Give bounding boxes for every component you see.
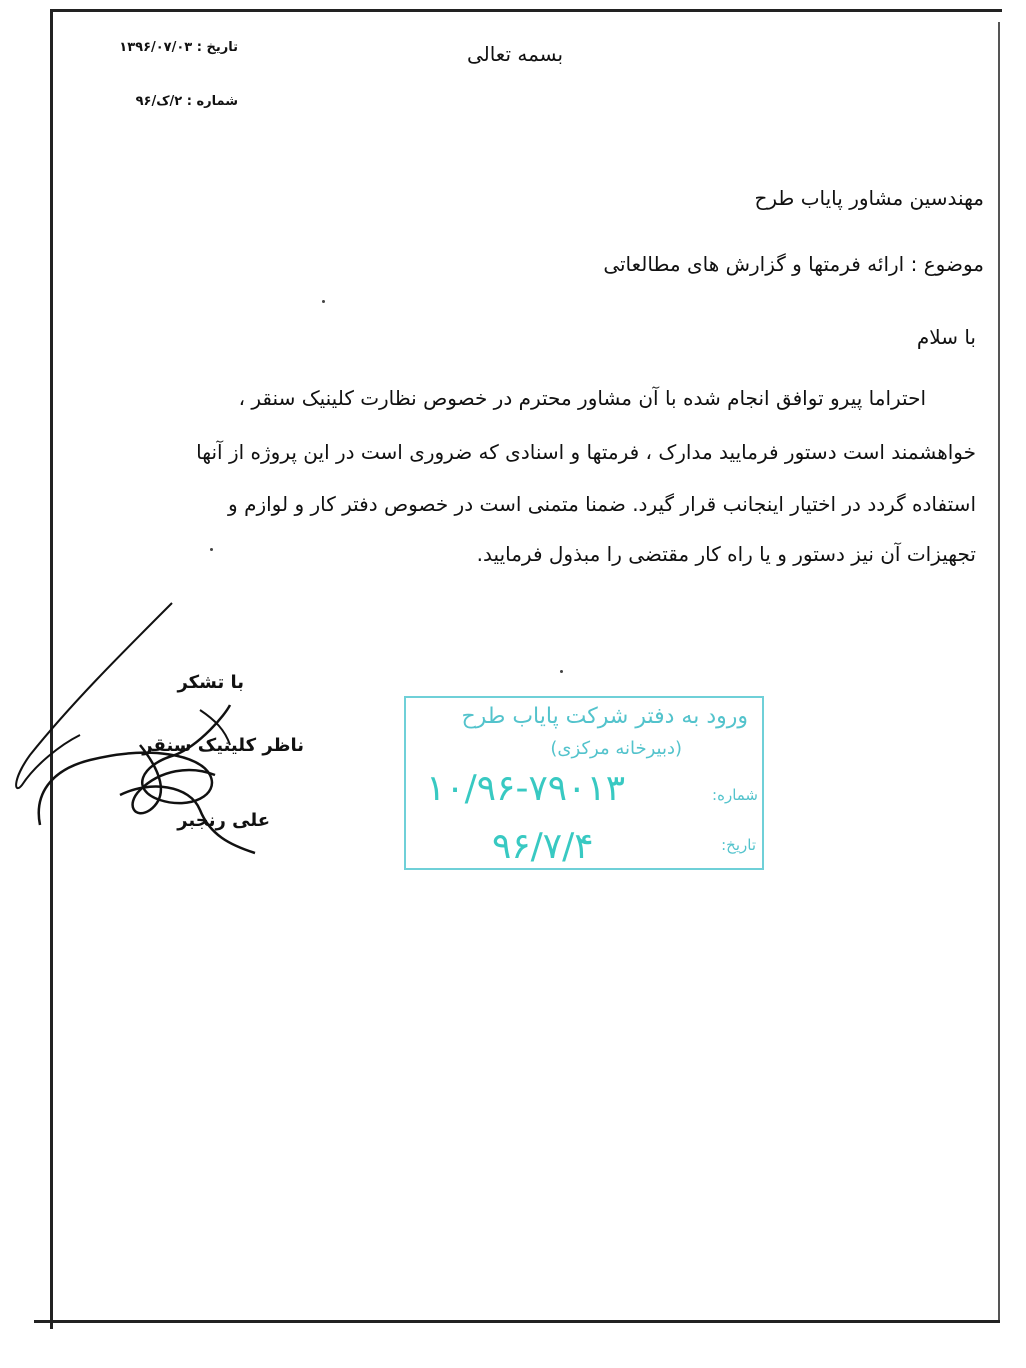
page-border-right bbox=[998, 22, 1000, 1322]
stamp-date-label: تاریخ: bbox=[721, 836, 756, 854]
signer-role: ناظر کلینیک سنقر bbox=[142, 735, 304, 756]
page-border-top bbox=[52, 9, 1002, 12]
scan-speck bbox=[210, 548, 213, 551]
stamp-number-label: شماره: bbox=[712, 786, 758, 804]
body-line-2: خواهشمند است دستور فرمایید مدارک ، فرمتها و اسنادی که ضروری است در این پروژه از آنها bbox=[196, 440, 976, 464]
body-line-3: استفاده گردد در اختیار اینجانب قرار گیرد. ضمنا متمنی است در خصوص دفتر کار و لوازم و bbox=[228, 492, 976, 516]
body-line-4: تجهیزات آن نیز دستور و یا راه کار مقتضی را مبذول فرمایید. bbox=[476, 542, 976, 566]
page-border-bottom bbox=[34, 1320, 1000, 1323]
stamp-subtitle: (دبیرخانه مرکزی) bbox=[550, 738, 682, 759]
scan-speck bbox=[322, 300, 325, 303]
body-line-1: احتراما پیرو توافق انجام شده با آن مشاور محترم در خصوص نظارت کلینیک سنقر ، bbox=[238, 386, 926, 410]
stamp-date-value: ۹۶/۷/۴ bbox=[492, 826, 594, 867]
signer-name: علی رنجبر bbox=[177, 810, 270, 831]
scan-speck bbox=[560, 670, 563, 673]
closing: با تشکر bbox=[177, 672, 244, 693]
stamp-title: ورود به دفتر شرکت پایاب طرح bbox=[461, 704, 748, 729]
letter-date: تاریخ : ۱۳۹۶/۰۷/۰۳ bbox=[119, 40, 238, 55]
registry-stamp bbox=[404, 696, 764, 870]
subject-line: موضوع : ارائه فرمتها و گزارش های مطالعاتی bbox=[603, 252, 984, 276]
letter-number: شماره : ۲/ک/۹۶ bbox=[135, 94, 238, 109]
stamp-number-value: ۱۰/۹۶-۷۹۰۱۳ bbox=[426, 768, 626, 809]
handwritten-signature bbox=[0, 595, 320, 875]
greeting: با سلام bbox=[916, 325, 976, 349]
addressee: مهندسین مشاور پایاب طرح bbox=[754, 186, 984, 210]
letter-heading: بسمه تعالی bbox=[466, 42, 564, 66]
